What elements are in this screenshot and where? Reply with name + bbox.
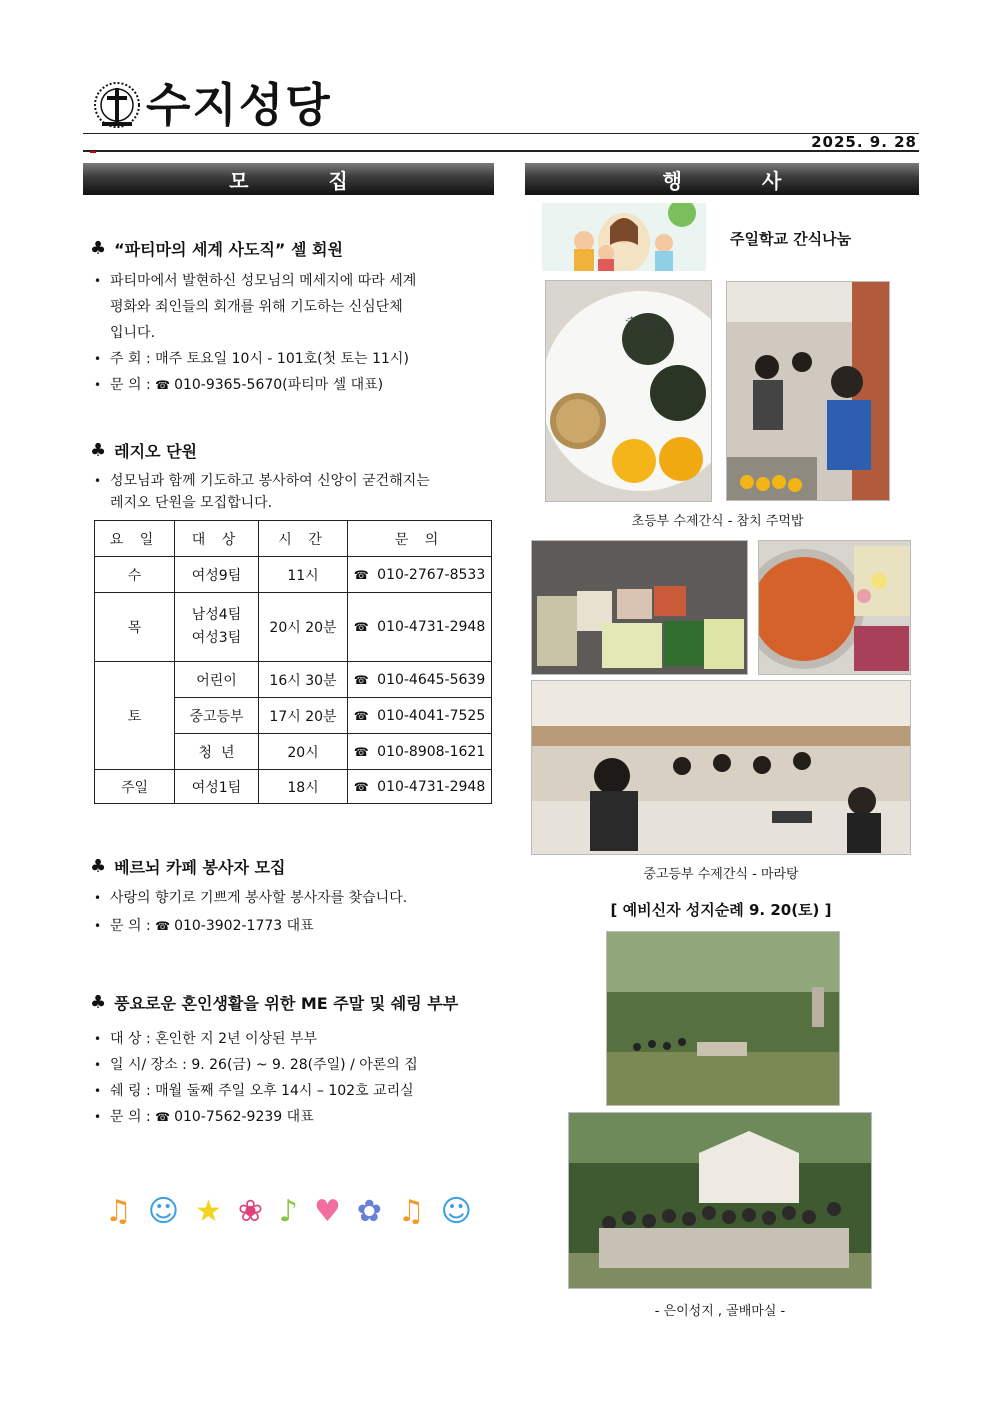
bullet-icon: • — [94, 1058, 102, 1072]
header-time: 시 간 — [259, 521, 348, 557]
cell-phone: 010-4645-5639 — [377, 671, 486, 688]
fatima-details — [94, 268, 416, 398]
phone-icon: ☎ — [155, 1110, 171, 1124]
plate-text: 수지성당 — [622, 313, 668, 341]
table-row — [95, 662, 492, 698]
table-row — [95, 557, 492, 593]
tulip-icon: ❀ — [237, 1193, 263, 1229]
phone-icon: ☎ — [353, 779, 369, 794]
cell-phone: 010-4041-7525 — [377, 707, 486, 724]
contact-label: 문 의 : — [110, 1109, 151, 1125]
phone-icon: ☎ — [353, 672, 369, 687]
pilgrimage-title: [ 예비신자 성지순례 9. 20(토) ] — [610, 901, 832, 919]
fatima-title — [90, 237, 343, 260]
bullet-icon: • — [94, 352, 102, 366]
bullet-icon: • — [94, 1084, 102, 1098]
heart-icon: ♥ — [313, 1193, 341, 1229]
table-row — [95, 593, 492, 662]
bullet-icon: • — [94, 1032, 102, 1046]
cell-target: 어린이 — [175, 662, 259, 698]
parish-logo — [92, 80, 332, 130]
legio-desc-2: 레지오 단원을 모집합니다. — [110, 495, 273, 511]
cell-target: 청 년 — [175, 734, 259, 770]
cafe-contact: 010-3902-1773 대표 — [174, 918, 314, 934]
club-icon: ♣ — [90, 238, 107, 259]
cell-contact — [348, 593, 492, 662]
legio-title-text: 레지오 단원 — [114, 442, 197, 461]
events-header-char-2: 사 — [762, 168, 782, 193]
phone-icon: ☎ — [155, 919, 171, 933]
fatima-title-text: “파티마의 세계 사도직” 셀 회원 — [114, 240, 343, 259]
cell-day: 토 — [95, 662, 175, 770]
cell-target: 중고등부 — [175, 698, 259, 734]
fatima-meeting: 주 회 : 매주 토요일 10시 - 101호(첫 토는 11시) — [110, 351, 409, 367]
table-header-row — [95, 521, 492, 557]
me-contact: 010-7562-9239 대표 — [174, 1109, 314, 1125]
table-row — [95, 770, 492, 804]
parish-name: 수지성당 — [146, 78, 332, 132]
cell-day: 수 — [95, 557, 175, 593]
cafe-desc: 사랑의 향기로 기쁘게 봉사할 봉사자를 찾습니다. — [110, 890, 408, 906]
me-schedule: 일 시/ 장소 : 9. 26(금) ~ 9. 28(주일) / 아론의 집 — [110, 1057, 418, 1073]
music-note-icon: ♫ — [104, 1193, 132, 1229]
cafe-title-text: 베르뇌 카페 봉사자 모집 — [114, 858, 286, 877]
forest-pilgrimage-photo — [606, 931, 840, 1106]
note-icon: ♪ — [278, 1193, 299, 1229]
cell-contact — [348, 557, 492, 593]
cell-contact — [348, 770, 492, 804]
recruitment-header-char-1: 모 — [229, 168, 249, 193]
pilgrimage-caption: - 은이성지 , 골배마실 - — [654, 1304, 786, 1319]
club-icon: ♣ — [90, 992, 107, 1013]
group-photo-chapel — [568, 1112, 872, 1289]
fatima-contact: 010-9365-5670(파티마 셀 대표) — [174, 377, 384, 393]
me-title — [90, 991, 458, 1014]
club-icon: ♣ — [90, 856, 107, 877]
cell-time: 18시 — [259, 770, 348, 804]
me-sharing: 쉐 링 : 매월 둘째 주일 오후 14시 – 102호 교리실 — [110, 1083, 414, 1099]
fatima-desc-3: 입니다. — [110, 325, 156, 341]
cafe-title — [90, 855, 285, 878]
students-eating-photo — [531, 680, 911, 855]
me-target: 대 상 : 혼인한 지 2년 이상된 부부 — [110, 1031, 318, 1047]
cell-phone: 010-4731-2948 — [377, 619, 486, 635]
contact-label: 문 의 : — [110, 377, 151, 393]
smiley-icon: ☺ — [147, 1193, 180, 1229]
cell-time: 16시 30분 — [259, 662, 348, 698]
cell-contact — [348, 662, 492, 698]
cell-target: 여성9팀 — [175, 557, 259, 593]
bullet-icon: • — [94, 891, 102, 905]
cell-contact — [348, 698, 492, 734]
cell-time: 20시 — [259, 734, 348, 770]
flower-icon: ✿ — [356, 1193, 382, 1229]
highschool-snack-caption: 중고등부 수제간식 - 마라탕 — [643, 867, 799, 882]
cell-time: 20시 20분 — [259, 593, 348, 662]
events-header-char-1: 행 — [662, 168, 682, 193]
cell-day: 주일 — [95, 770, 175, 804]
jesus-children-illustration — [542, 203, 706, 271]
bullet-icon: • — [94, 378, 102, 392]
rice-ball-photo — [545, 280, 712, 502]
music-note-icon: ♫ — [397, 1193, 425, 1229]
phone-icon: ☎ — [353, 567, 369, 582]
ingredients-trays-photo — [531, 540, 748, 675]
smiley-icon: ☺ — [440, 1193, 472, 1229]
phone-icon: ☎ — [155, 378, 171, 392]
recruitment-header — [83, 163, 494, 195]
cafe-details — [94, 884, 407, 940]
phone-icon: ☎ — [353, 620, 369, 634]
legio-details — [94, 470, 430, 514]
bullet-icon: • — [94, 274, 102, 288]
cell-phone: 010-4731-2948 — [377, 778, 486, 795]
cell-time: 17시 20분 — [259, 698, 348, 734]
bullet-icon: • — [94, 474, 102, 488]
legio-schedule-table — [94, 520, 492, 804]
cell-phone: 010-2767-8533 — [377, 566, 486, 583]
header-day: 요 일 — [95, 521, 175, 557]
cell-target: 남성4팀 여성3팀 — [175, 593, 259, 662]
me-title-text: 풍요로운 혼인생활을 위한 ME 주말 및 쉐링 부부 — [114, 994, 459, 1013]
contact-label: 문 의 : — [110, 918, 151, 934]
events-header — [525, 163, 919, 195]
legio-title — [90, 439, 197, 462]
header-rule — [83, 133, 919, 152]
recruitment-header-char-2: 집 — [328, 168, 348, 193]
bullet-icon: • — [94, 1110, 102, 1124]
red-mark — [90, 151, 96, 153]
legio-desc-1: 성모님과 함께 기도하고 봉사하여 신앙이 굳건해지는 — [110, 473, 430, 489]
header-target: 대 상 — [175, 521, 259, 557]
cell-time: 11시 — [259, 557, 348, 593]
cell-target: 여성1팀 — [175, 770, 259, 804]
fatima-desc-2: 평화와 죄인들의 회개를 위해 기도하는 신심단체 — [110, 299, 403, 315]
star-icon: ★ — [194, 1193, 222, 1229]
cell-phone: 010-8908-1621 — [377, 743, 486, 760]
church-emblem-icon — [92, 80, 142, 130]
decorative-banner — [97, 1185, 480, 1237]
header-contact: 문 의 — [348, 521, 492, 557]
phone-icon: ☎ — [353, 744, 369, 759]
club-icon: ♣ — [90, 440, 107, 461]
elementary-snack-caption: 초등부 수제간식 - 참치 주먹밥 — [631, 514, 804, 529]
me-details — [94, 1026, 418, 1130]
snack-sharing-title: 주일학교 간식나눔 — [730, 230, 852, 248]
phone-icon: ☎ — [353, 708, 369, 723]
issue-date: 2025. 9. 28 — [811, 133, 917, 151]
kids-snack-line-photo — [726, 281, 890, 501]
fatima-desc-1: 파티마에서 발현하신 성모님의 메세지에 따라 세계 — [110, 273, 417, 289]
cell-day: 목 — [95, 593, 175, 662]
bullet-icon: • — [94, 919, 102, 933]
cell-contact — [348, 734, 492, 770]
mala-pot-photo — [758, 540, 911, 675]
